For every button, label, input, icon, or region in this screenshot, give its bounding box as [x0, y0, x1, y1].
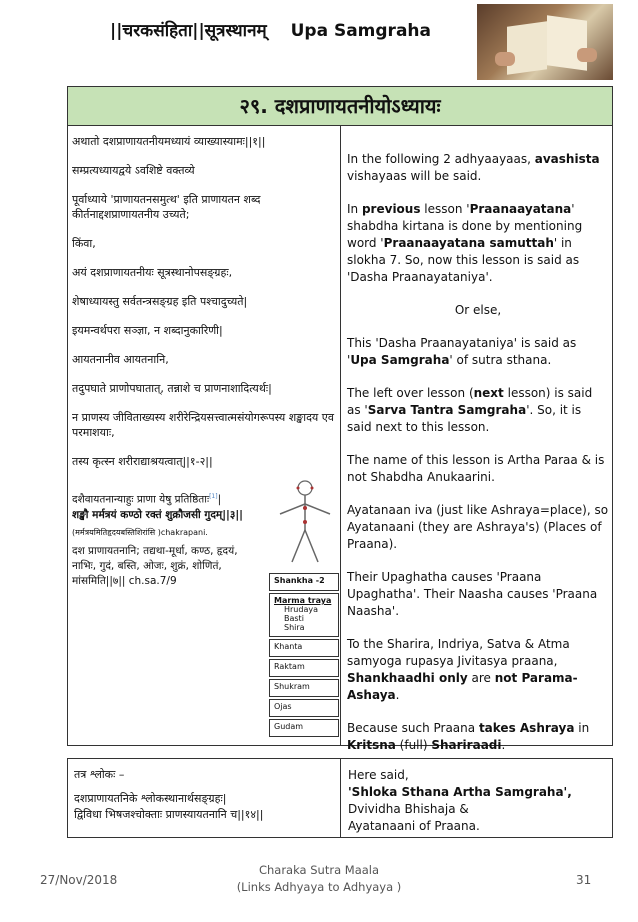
explanation-paragraph: The left over lesson (next lesson) is said as 'Sarva Tantra Samgraha'. So, it is said next to this lesson.: [347, 386, 593, 434]
ayatana-item: Shankha -2: [269, 573, 339, 591]
explanation-paragraph: In the following 2 adhyaayaas, avashista vishayaas will be said.: [347, 152, 600, 183]
ayatana-item: Gudam: [269, 719, 339, 737]
ayatana-item: Ojas: [269, 699, 339, 717]
ayatana-item-marma: Marma traya Hrudaya Basti Shira: [269, 593, 339, 637]
footnote-link[interactable]: [1]: [209, 493, 218, 500]
explanation-paragraph: In previous lesson 'Praanaayatana' shabdha kirtana is done by mentioning word 'Praanaayatana samuttah' in slokha 7. So, now this lesson is said as 'Dasha Praanayataniya'.: [347, 202, 583, 284]
footer-title: Charaka Sutra Maala (Links Adhyaya to Adhyaya ): [236, 863, 402, 894]
chapter-title: २९. दशप्राणायतनीयोऽध्यायः: [67, 86, 613, 126]
ayatana-item: Raktam: [269, 659, 339, 677]
verse-line: तस्य कृत्स्न शरीराद्याश्रयत्वात्||१-२||: [72, 455, 213, 468]
shloka-english: Here said, 'Shloka Sthana Artha Samgraha', Dvividha Bhishaja & Ayatanaani of Praana.: [348, 768, 572, 833]
verse-line: न प्राणस्य जीविताख्यस्य शरीरेन्द्रियसत्त्वात्मसंयोगरूपस्य शङ्खादय एव परमाशयाः,: [72, 411, 335, 439]
verse-line: किंवा,: [72, 237, 96, 250]
verse-line: इयमन्वर्थपरा सञ्ज्ञा, न शब्दानुकारिणी|: [72, 324, 223, 337]
verse-line: सम्प्रत्यध्यायद्वये ऽवशिष्टे वक्तव्ये: [72, 164, 195, 177]
verse-line: पूर्वाध्याये 'प्राणायतनसमुत्थ' इति प्राणायतन शब्द कीर्तनाद्दशप्राणायतनीय उच्यते;: [72, 193, 261, 221]
verse-line: शङ्खौ मर्मत्रयं कण्ठो रक्तं शुक्रौजसी गुदम्||३||: [72, 508, 243, 521]
verse-line: अथातो दशप्राणायतनीयमध्यायं व्याख्यास्यामः||१||: [72, 135, 266, 148]
english-column: [347, 151, 609, 770]
explanation-paragraph: Or else,: [454, 303, 502, 317]
human-figure-illustration: [272, 478, 338, 566]
header-english-title: Upa Samgraha: [290, 21, 431, 41]
explanation-paragraph: Their Upaghatha causes 'Praana Upaghatha'. Their Naasha causes 'Praana Naasha'.: [347, 570, 598, 618]
explanation-paragraph: The name of this lesson is Artha Paraa & is not Shabdha Anukaarini.: [347, 453, 605, 484]
explanation-paragraph: To the Sharira, Indriya, Satva & Atma samyoga rupasya Jivitasya praana, Shankhaadhi only are not Parama-Ashaya.: [347, 637, 578, 702]
verse-line: दशैवायतनान्याहुः प्राणा येषु प्रतिष्ठिताः[1]|: [72, 493, 222, 506]
page-header: [110, 18, 431, 41]
book-photo: [477, 4, 613, 80]
verse-line: अयं दशप्राणायतनीयः सूत्रस्थानोपसङ्ग्रहः,: [72, 266, 233, 279]
ayatana-item: Shukram: [269, 679, 339, 697]
commentary-note: (मर्मत्रयमितिहृदयबस्तिशिरांसि )chakrapani.: [72, 527, 208, 537]
verse-line: तदुपघाते प्राणोपघातात्, तन्नाशे च प्राणनाशादित्यर्थः|: [72, 382, 272, 395]
header-sanskrit-title: ||चरकसंहिता||सूत्रस्थानम्: [110, 21, 267, 41]
explanation-paragraph: Ayatanaan iva (just like Ashraya=place), so Ayatanaani (they are Ashraya's) (Places of Praana).: [347, 503, 609, 551]
ayatana-list: [269, 573, 339, 739]
column-divider: [340, 126, 341, 746]
page-number: 31: [576, 873, 592, 887]
verse-line: शेषाध्यायस्तु सर्वतन्त्रसङ्ग्रह इति पश्चादुच्यते|: [72, 295, 248, 308]
explanation-paragraph: Because such Praana takes Ashraya in Kritsna (full) Shariraadi.: [347, 721, 590, 752]
explanation-paragraph: This 'Dasha Praanayataniya' is said as 'Upa Samgraha' of sutra sthana.: [347, 336, 577, 367]
shloka-table: [67, 758, 613, 838]
ayatana-item: Khanta: [269, 639, 339, 657]
verse-line: आयतनानीव आयतनानि,: [72, 353, 169, 366]
footer-date: 27/Nov/2018: [40, 873, 118, 887]
verse-line: दश प्राणायतनानि; तद्यथा-मूर्धा, कण्ठ, हृदयं, नाभिः, गुदं, बस्ति, ओजः, शुक्रं, शोणितं, मांसमिति||७|| ch.sa.7/9: [72, 544, 238, 587]
shloka-sanskrit: तत्र श्लोकः – दशप्राणायतनिके श्लोकस्थानार्थसङ्ग्रहः| द्विविधा भिषजश्चोक्ताः प्राणस्यायतनानि च||१४||: [74, 768, 264, 821]
